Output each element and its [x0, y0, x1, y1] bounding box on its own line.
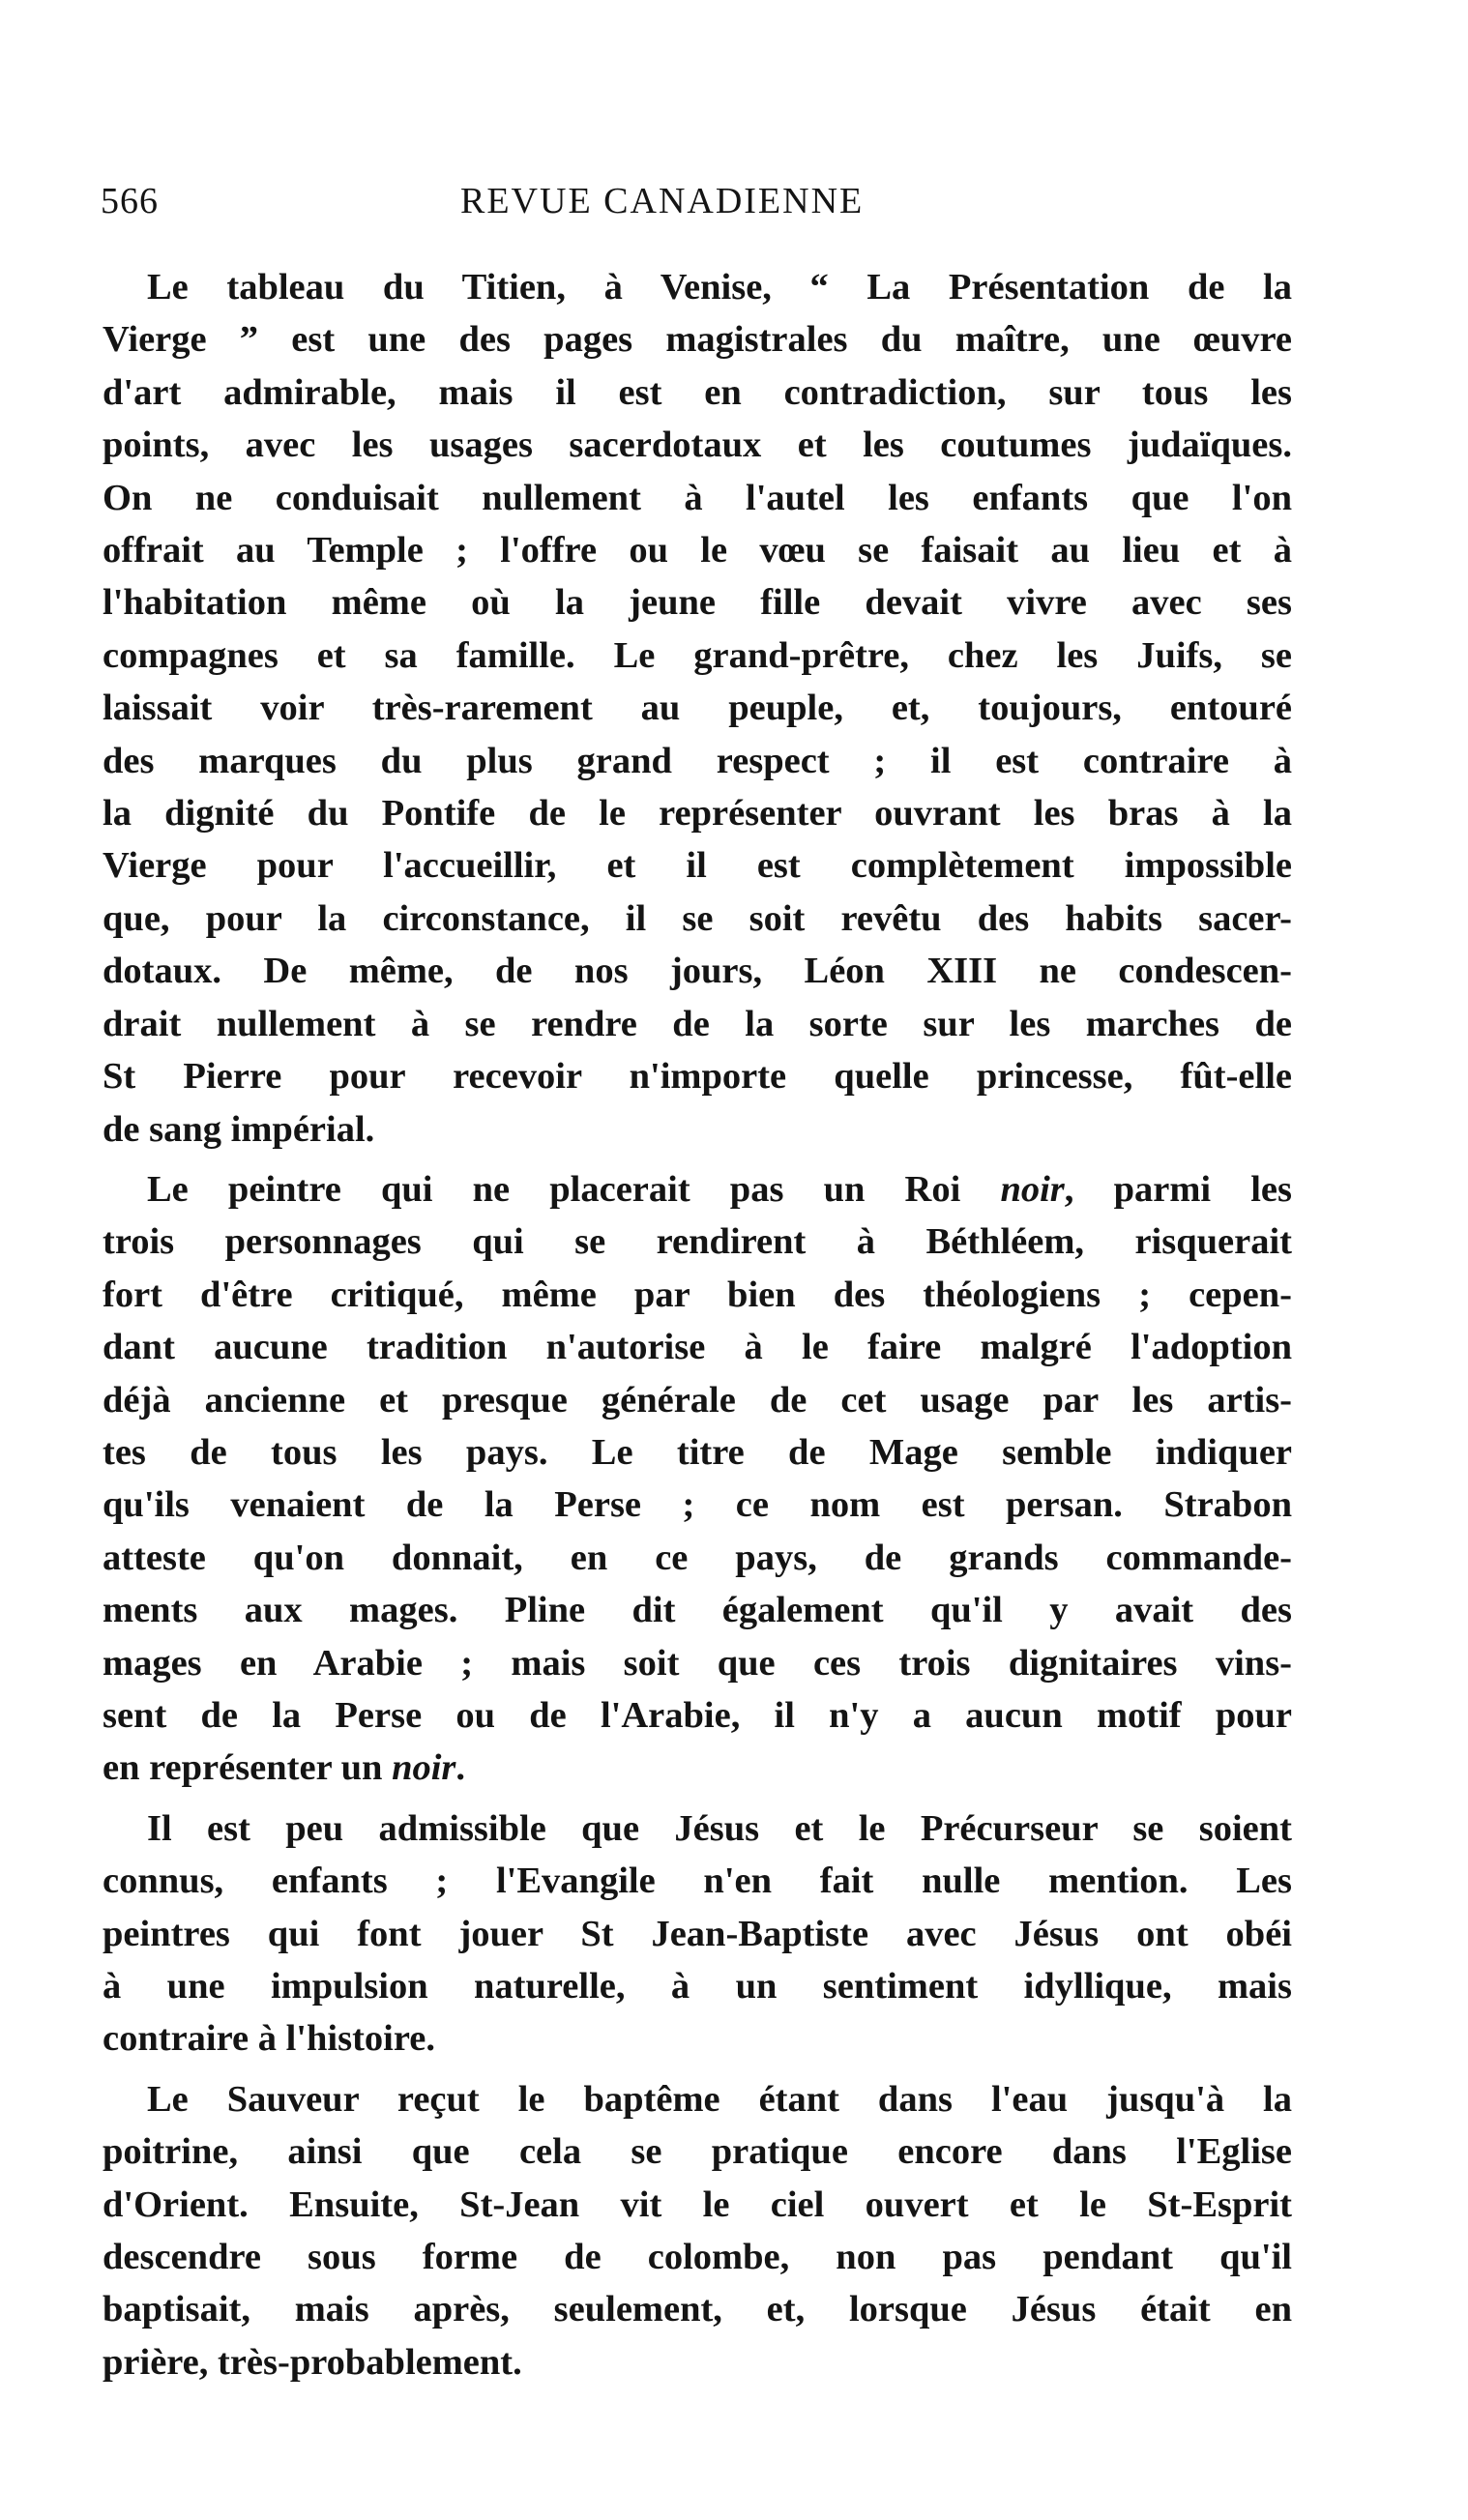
text-line: à une impulsion naturelle, à un sentiment idyllique, mais: [103, 1966, 1292, 2007]
paragraph: [103, 1802, 1292, 2066]
text-line: drait nullement à se rendre de la sorte sur les marches de: [103, 1003, 1292, 1044]
text-line: de sang impérial.: [103, 1108, 375, 1150]
text-line: déjà ancienne et presque générale de cet usage par les artis-: [103, 1379, 1292, 1421]
text-line: prière, très-probablement.: [103, 2341, 522, 2383]
body-text: [103, 261, 1292, 2396]
text-line: Il est peu admissible que Jésus et le Précurseur se soient: [147, 1807, 1292, 1849]
text-line: points, avec les usages sacerdotaux et les coutumes judaïques.: [103, 425, 1292, 466]
text-line: Vierge pour l'accueillir, et il est complètement impossible: [103, 845, 1292, 887]
text-line: Vierge ” est une des pages magistrales du maître, une œuvre: [103, 319, 1292, 361]
text-line: dotaux. De même, de nos jours, Léon XIII ne condescen-: [103, 951, 1292, 992]
italic-word: noir: [392, 1747, 456, 1789]
text-line: atteste qu'on donnait, en ce pays, de grands commande-: [103, 1537, 1292, 1578]
text-line: Le tableau du Titien, à Venise, “ La Présentation de la: [147, 267, 1292, 308]
text-line: tes de tous les pays. Le titre de Mage semble indiquer: [103, 1431, 1292, 1473]
text-line: que, pour la circonstance, il se soit revêtu des habits sacer-: [103, 897, 1292, 939]
text-line: Le Sauveur reçut le baptême étant dans l'eau jusqu'à la: [147, 2078, 1292, 2120]
text-line: connus, enfants ; l'Evangile n'en fait nulle mention. Les: [103, 1861, 1292, 1902]
page-number: 566: [101, 181, 159, 221]
text-line: contraire à l'histoire.: [103, 2018, 435, 2060]
text-line: poitrine, ainsi que cela se pratique encore dans l'Eglise: [103, 2131, 1292, 2173]
running-head: [101, 180, 1290, 228]
text-line: offrait au Temple ; l'offre ou le vœu se faisait au lieu et à: [103, 530, 1292, 571]
text-line: mages en Arabie ; mais soit que ces trois dignitaires vins-: [103, 1642, 1292, 1684]
text-line: baptisait, mais après, seulement, et, lorsque Jésus était en: [103, 2289, 1292, 2330]
text-line: qu'ils venaient de la Perse ; ce nom est persan. Strabon: [103, 1484, 1292, 1526]
text-line: On ne conduisait nullement à l'autel les enfants que l'on: [103, 477, 1292, 518]
text-line: sent de la Perse ou de l'Arabie, il n'y a aucun motif pour: [103, 1694, 1292, 1736]
text-line: d'art admirable, mais il est en contradiction, sur tous les: [103, 371, 1292, 413]
paragraph: [103, 2073, 1292, 2388]
journal-title: REVUE CANADIENNE: [460, 181, 865, 221]
text-line: laissait voir très-rarement au peuple, et, toujours, entouré: [103, 688, 1292, 729]
text-line: trois personnages qui se rendirent à Béthléem, risquerait: [103, 1221, 1292, 1263]
text-line: la dignité du Pontife de le représenter ouvrant les bras à la: [103, 793, 1292, 835]
text-line: en représenter un noir.: [103, 1747, 466, 1789]
italic-word: noir: [1000, 1168, 1065, 1210]
paragraph: [103, 261, 1292, 1156]
text-line: descendre sous forme de colombe, non pas pendant qu'il: [103, 2237, 1292, 2278]
text-line: des marques du plus grand respect ; il est contraire à: [103, 740, 1292, 781]
text-line: ments aux mages. Pline dit également qu'il y avait des: [103, 1590, 1292, 1631]
text-line: l'habitation même où la jeune fille devait vivre avec ses: [103, 582, 1292, 624]
paragraph: [103, 1163, 1292, 1795]
text-line: St Pierre pour recevoir n'importe quelle princesse, fût-elle: [103, 1056, 1292, 1098]
text-line: Le peintre qui ne placerait pas un Roi noir, parmi les: [147, 1168, 1292, 1210]
text-line: compagnes et sa famille. Le grand-prêtre, chez les Juifs, se: [103, 634, 1292, 676]
text-line: peintres qui font jouer St Jean-Baptiste avec Jésus ont obéi: [103, 1913, 1292, 1954]
text-line: fort d'être critiqué, même par bien des théologiens ; cepen-: [103, 1274, 1292, 1315]
text-line: d'Orient. Ensuite, St-Jean vit le ciel ouvert et le St-Esprit: [103, 2183, 1292, 2225]
text-line: dant aucune tradition n'autorise à le faire malgré l'adoption: [103, 1327, 1292, 1368]
